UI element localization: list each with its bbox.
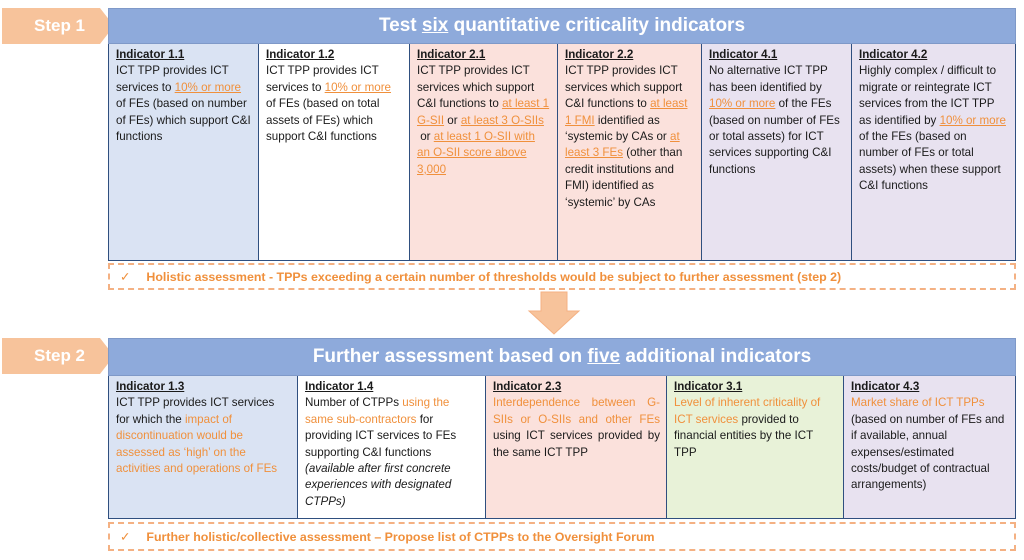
indicator-title: Indicator 3.1 (674, 380, 743, 393)
indicator-text: ICT TPP provides ICT services to (266, 64, 379, 94)
indicator-title: Indicator 1.3 (116, 380, 185, 393)
indicator-text: No alternative ICT TPP has been identified by (709, 64, 828, 94)
indicator-2-2 (558, 44, 702, 261)
step1-tag (2, 8, 100, 44)
indicator-highlight: using the same sub-contractors (305, 396, 450, 426)
indicator-highlight: Interdependence between G-SIIs or O-SIIs and other FEs (493, 396, 660, 426)
indicator-text: ICT TPP provides ICT services which support C&I functions to (565, 64, 683, 111)
indicator-text: for providing ICT services to FEs supporting C&I functions (305, 412, 457, 459)
step1-title-pre: Test (378, 15, 422, 36)
check-icon: ✓ (120, 530, 131, 544)
indicator-title: Indicator 2.1 (417, 48, 486, 61)
step1-title-post: quantitative criticality indicators (448, 15, 746, 36)
step2-tag-label: Step 2 (34, 346, 86, 365)
indicator-highlight: at least 1 G-SII (417, 97, 550, 127)
indicator-text: provided to financial entities by the ICT TPP (674, 412, 813, 459)
indicator-text: identified as ‘systemic by CAs or (565, 113, 671, 144)
indicator-title: Indicator 4.3 (851, 380, 920, 393)
indicator-text: (based on number of FEs and if available, annual expenses/estimated costs/budget of contractual arrangements) (851, 412, 1005, 492)
indicator-title: Indicator 4.2 (859, 48, 928, 61)
step2-title-pre: Further assessment based on (312, 346, 588, 367)
indicator-highlight: 10% or more (709, 97, 776, 111)
indicator-title: Indicator 1.2 (266, 48, 335, 61)
indicator-1-1 (108, 44, 259, 261)
indicator-highlight: at least 1 FMI (565, 97, 688, 127)
indicator-4-1 (702, 44, 852, 261)
step2-footer-text: Further holistic/collective assessment – Propose list of CTPPs to the Oversight Forum (146, 529, 655, 544)
indicator-highlight: Market share of ICT TPPs (851, 396, 985, 410)
indicator-4-3 (844, 376, 1016, 519)
step2-footer (108, 522, 1016, 551)
indicator-text: of the FEs (based on number of FEs or total assets) for ICT services supporting C&I functions (709, 97, 840, 176)
indicator-2-3 (486, 376, 667, 519)
step2-indicator-row (108, 376, 1016, 519)
indicator-title: Indicator 1.4 (305, 380, 374, 393)
indicator-3-1 (667, 376, 844, 519)
step1-title-emph: six (421, 15, 449, 36)
indicator-title: Indicator 1.1 (116, 48, 185, 61)
indicator-highlight: at least 1 O-SII with an O-SII score above 3,000 (417, 130, 535, 176)
indicator-text: ICT TPP provides ICT services which support C&I functions to (417, 64, 535, 111)
step1-footer (108, 263, 1016, 290)
indicator-text: using ICT services provided by the same ICT TPP (493, 429, 660, 459)
indicator-text: or (417, 130, 434, 144)
indicator-text: of FEs (based on number of FEs) which support C&I functions (116, 97, 251, 144)
step1-tag-label: Step 1 (34, 16, 86, 35)
indicator-text: Highly complex / difficult to migrate or reintegrate ICT services from the ICT TPP as identified by (859, 64, 997, 127)
step2-title-emph: five (587, 346, 621, 367)
check-icon: ✓ (120, 270, 131, 284)
indicator-note: (available after first concrete experiences with designated CTPPs) (305, 462, 452, 508)
indicator-highlight: at least 3 O-SIIs (460, 113, 544, 127)
indicator-highlight: impact of discontinuation would be assessed as ‘high’ on the activities and operations of FEs (116, 412, 278, 476)
step1-header (108, 8, 1016, 44)
indicator-highlight: 10% or more (174, 80, 242, 94)
indicator-text: or (444, 113, 461, 127)
indicator-2-1 (410, 44, 558, 261)
step1-footer-text: Holistic assessment - TPPs exceeding a certain number of thresholds would be subject to further assessment (step 2) (146, 269, 842, 284)
indicator-highlight: 10% or more (324, 80, 392, 94)
indicator-1-4 (298, 376, 486, 519)
step1-indicator-row (108, 44, 1016, 261)
down-arrow-icon (527, 291, 581, 335)
step2-tag (2, 338, 100, 374)
step2-header (108, 338, 1016, 376)
indicator-text: of the FEs (based on number of FEs or total assets) when these support C&I functions (859, 130, 1001, 193)
indicator-text: Number of CTPPs (305, 396, 403, 410)
indicator-4-2 (852, 44, 1016, 261)
indicator-title: Indicator 2.3 (493, 380, 562, 393)
indicator-highlight: 10% or more (939, 113, 1006, 127)
step2-title-post: additional indicators (620, 346, 812, 367)
indicator-highlight: at least 3 FEs (565, 130, 680, 160)
indicator-1-3 (108, 376, 298, 519)
indicator-title: Indicator 4.1 (709, 48, 778, 61)
indicator-text: (other than credit institutions and FMI) identified as ‘systemic’ by CAs (565, 146, 683, 209)
indicator-highlight: Level of inherent criticality of ICT services (674, 396, 821, 426)
indicator-1-2 (259, 44, 410, 261)
indicator-text: ICT TPP provides ICT services for which the (116, 396, 275, 426)
indicator-text: of FEs (based on total assets of FEs) which support C&I functions (266, 97, 380, 144)
indicator-title: Indicator 2.2 (565, 48, 634, 61)
indicator-text: ICT TPP provides ICT services to (116, 64, 229, 94)
